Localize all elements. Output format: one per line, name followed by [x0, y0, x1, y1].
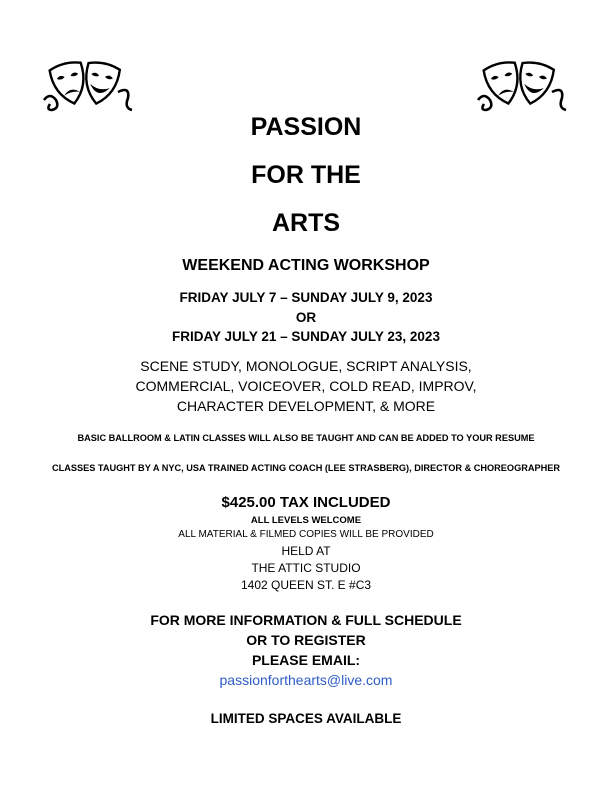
title-line-3: ARTS — [271, 209, 341, 237]
contact-email-link[interactable]: passionforthearts@live.com — [219, 672, 393, 688]
topics-line-3: CHARACTER DEVELOPMENT, & MORE — [176, 398, 436, 414]
materials-note: ALL MATERIAL & FILMED COPIES WILL BE PROVIDED — [178, 529, 434, 540]
date-option-2: FRIDAY JULY 21 – SUNDAY JULY 23, 2023 — [172, 329, 440, 344]
held-at-label: HELD AT — [281, 544, 331, 558]
theater-masks-icon — [474, 56, 570, 120]
coach-note: CLASSES TAUGHT BY A NYC, USA TRAINED ACTING COACH (LEE STRASBERG), DIRECTOR & CHOREOGRAPHER — [51, 463, 561, 473]
price: $425.00 TAX INCLUDED — [221, 494, 391, 511]
date-or: OR — [295, 310, 317, 325]
venue-address: 1402 QUEEN ST. E #C3 — [240, 578, 372, 592]
title-line-2: FOR THE — [251, 161, 361, 189]
topics-line-2: COMMERCIAL, VOICEOVER, COLD READ, IMPROV, — [135, 378, 477, 394]
venue-name: THE ATTIC STUDIO — [251, 561, 361, 575]
theater-masks-icon — [40, 56, 136, 120]
title-line-1: PASSION — [250, 113, 362, 141]
levels-welcome: ALL LEVELS WELCOME — [250, 515, 362, 526]
limited-spaces: LIMITED SPACES AVAILABLE — [210, 711, 402, 726]
ballroom-note: BASIC BALLROOM & LATIN CLASSES WILL ALSO BE TAUGHT AND CAN BE ADDED TO YOUR RESUME — [77, 433, 535, 443]
contact-line-1: FOR MORE INFORMATION & FULL SCHEDULE — [150, 612, 462, 628]
topics-line-1: SCENE STUDY, MONOLOGUE, SCRIPT ANALYSIS, — [140, 358, 472, 374]
workshop-subtitle: WEEKEND ACTING WORKSHOP — [182, 257, 430, 274]
contact-line-3: PLEASE EMAIL: — [251, 652, 361, 668]
contact-line-2: OR TO REGISTER — [246, 632, 366, 648]
date-option-1: FRIDAY JULY 7 – SUNDAY JULY 9, 2023 — [179, 290, 433, 305]
